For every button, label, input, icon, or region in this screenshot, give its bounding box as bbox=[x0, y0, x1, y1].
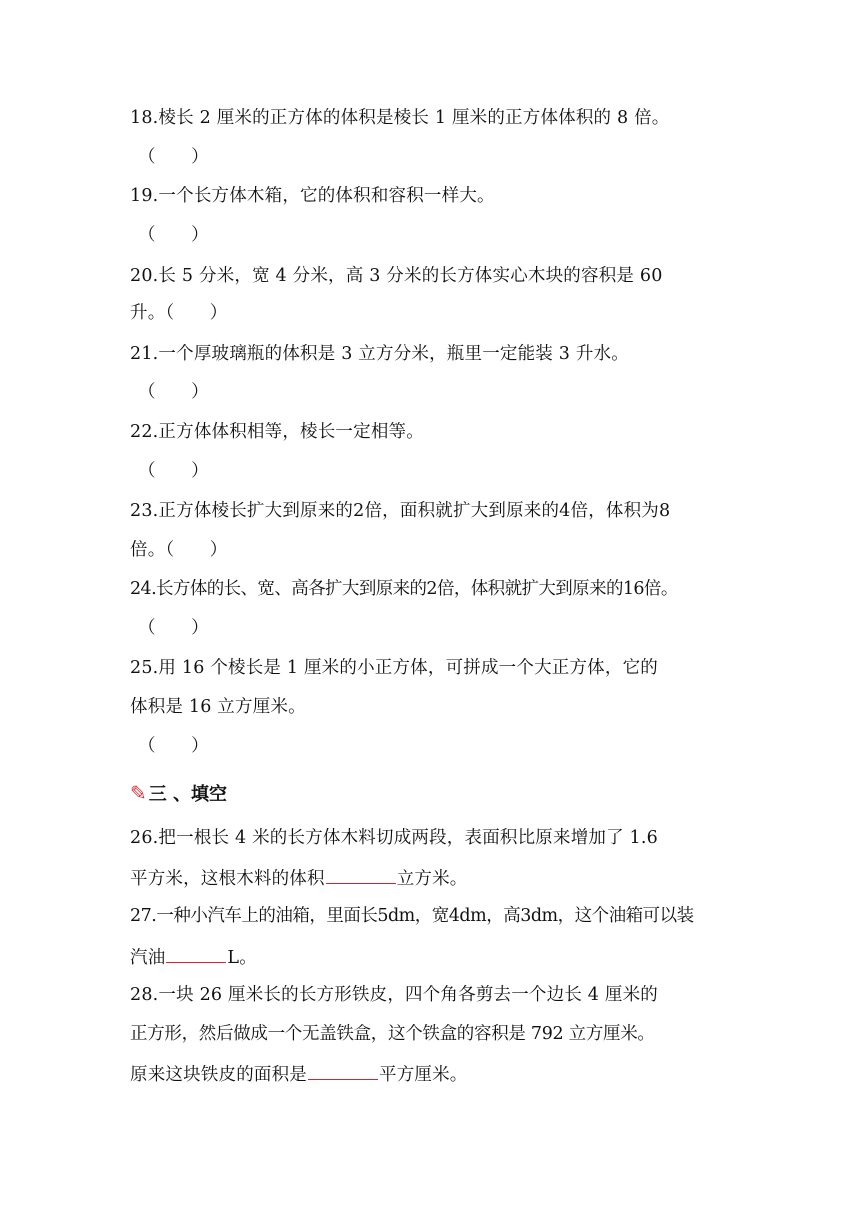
question-25-answer-paren[interactable]: （ ） bbox=[138, 736, 209, 756]
question-28-text: 28.一块 26 厘米长的长方形铁皮，四个角各剪去一个边长 4 厘米的 bbox=[130, 985, 658, 1005]
question-19-text: 19.一个长方体木箱，它的体积和容积一样大。 bbox=[130, 186, 495, 206]
question-18-answer-paren[interactable]: （ ） bbox=[138, 147, 209, 167]
question-28-prefix: 原来这块铁皮的面积是 bbox=[130, 1065, 307, 1085]
question-26-blank[interactable] bbox=[326, 865, 396, 884]
question-27-blank[interactable] bbox=[166, 944, 226, 963]
pencil-icon: ✎ bbox=[130, 781, 147, 805]
question-26-prefix: 平方米，这根木料的体积 bbox=[130, 869, 325, 889]
question-24-text: 24.长方体的长、宽、高各扩大到原来的2倍，体积就扩大到原来的16倍。 bbox=[130, 579, 678, 599]
question-27-text-line2 bbox=[130, 944, 257, 970]
question-18-text: 18.棱长 2 厘米的正方体的体积是棱长 1 厘米的正方体体积的 8 倍。 bbox=[130, 108, 670, 128]
question-23-answer-line[interactable]: 倍。（ ） bbox=[130, 540, 228, 560]
question-28-text-line3 bbox=[130, 1061, 468, 1087]
question-27-unit: L。 bbox=[227, 948, 257, 968]
question-23-text: 23.正方体棱长扩大到原来的2倍，面积就扩大到原来的4倍，体积为8 bbox=[130, 501, 671, 521]
question-22-answer-paren[interactable]: （ ） bbox=[138, 461, 209, 481]
question-28-text-line2: 正方形，然后做成一个无盖铁盒，这个铁盒的容积是 792 立方厘米。 bbox=[130, 1024, 655, 1044]
question-21-text: 21.一个厚玻璃瓶的体积是 3 立方分米，瓶里一定能装 3 升水。 bbox=[130, 344, 629, 364]
question-27-prefix: 汽油 bbox=[130, 948, 166, 968]
question-20-text: 20.长 5 分米，宽 4 分米，高 3 分米的长方体实心木块的容积是 60 bbox=[130, 266, 663, 286]
question-26-text-line2 bbox=[130, 865, 468, 891]
question-20-answer-line[interactable]: 升。（ ） bbox=[130, 303, 228, 323]
question-21-answer-paren[interactable]: （ ） bbox=[138, 382, 209, 402]
question-26-text: 26.把一根长 4 米的长方体木料切成两段，表面积比原来增加了 1.6 bbox=[130, 828, 658, 848]
question-28-blank[interactable] bbox=[308, 1061, 378, 1080]
question-19-answer-paren[interactable]: （ ） bbox=[138, 225, 209, 245]
question-24-answer-paren[interactable]: （ ） bbox=[138, 618, 209, 638]
section-heading-fill-in bbox=[130, 780, 227, 808]
question-25-text: 25.用 16 个棱长是 1 厘米的小正方体，可拼成一个大正方体，它的 bbox=[130, 658, 658, 678]
question-27-text: 27.一种小汽车上的油箱，里面长5dm，宽4dm，高3dm，这个油箱可以装 bbox=[130, 906, 694, 926]
question-25-text-line2: 体积是 16 立方厘米。 bbox=[130, 697, 306, 717]
section-title: 三 、填空 bbox=[148, 784, 228, 805]
question-22-text: 22.正方体体积相等，棱长一定相等。 bbox=[130, 422, 424, 442]
question-28-unit: 平方厘米。 bbox=[379, 1065, 468, 1085]
question-26-unit: 立方米。 bbox=[396, 869, 468, 889]
